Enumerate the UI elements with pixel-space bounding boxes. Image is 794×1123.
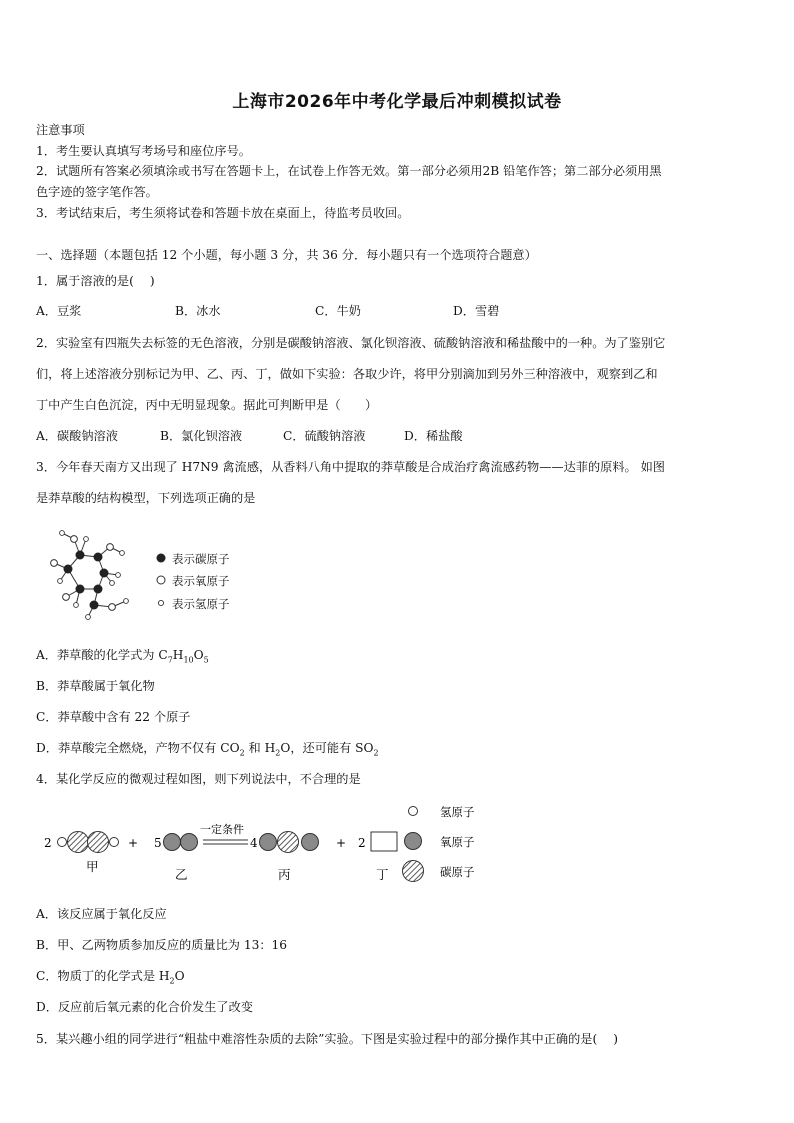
notice-item-1: 1．考生要认真填写考场号和座位序号。 (36, 144, 251, 158)
q2-option-c: C．硫酸钠溶液 (283, 429, 366, 443)
oxygen-atom-legend-icon (154, 573, 168, 587)
q4-option-b: B．甲、乙两物质参加反应的质量比为 13：16 (36, 938, 288, 952)
q4-option-d: D．反应前后氧元素的化合价发生了改变 (36, 1000, 253, 1014)
q2-option-b: B．氯化钡溶液 (160, 429, 243, 443)
hydrogen-atom-legend-icon (154, 596, 168, 610)
notice-item-2: 2．试题所有答案必须填涂或书写在答题卡上，在试卷上作答无效。第一部分必须用2B 铅笔作答；第二部分必须用黑 (36, 164, 662, 178)
label-ding: 丁 (376, 867, 389, 882)
section-heading: 一、选择题（本题包括 12 个小题，每小题 3 分，共 36 分．每小题只有一个选项符合题意） (36, 248, 537, 262)
q4-stem: 4．某化学反应的微观过程如图，则下列说法中，不合理的是 (36, 772, 361, 786)
q1-option-b: B．冰水 (175, 304, 221, 318)
q3-option-a: A．莽草酸的化学式为 $C_7H_{10}O_5$ (36, 648, 209, 665)
q5-stem: 5．某兴趣小组的同学进行“粗盐中难溶性杂质的去除”实验。下图是实验过程中的部分操作其中正确的是( ) (36, 1032, 619, 1046)
plus-1: + (128, 836, 139, 850)
q3-option-d: D．莽草酸完全燃烧，产物不仅有 $CO_2$ 和 $H_2O$，还可能有 $SO_2$ (36, 741, 379, 758)
q3-legend-hydrogen: 表示氢原子 (172, 597, 230, 611)
notice-heading: 注意事项 (36, 123, 85, 137)
coef-ding: 2 (358, 836, 366, 850)
coef-bing: 4 (250, 836, 258, 850)
q1-stem: 1．属于溶液的是( ) (36, 274, 155, 288)
q3-legend-carbon: 表示碳原子 (172, 552, 230, 566)
label-jia: 甲 (86, 859, 99, 874)
q1-option-c: C．牛奶 (315, 304, 361, 318)
q4-reaction-diagram (40, 796, 500, 888)
notice-item-3: 3．考试结束后，考生须将试卷和答题卡放在桌面上，待监考员收回。 (36, 206, 410, 220)
q1-option-d: D．雪碧 (453, 304, 500, 318)
q3-option-b: B．莽草酸属于氧化物 (36, 679, 155, 693)
q3-legend-oxygen: 表示氧原子 (172, 574, 230, 588)
shikimic-acid-model (40, 525, 140, 625)
q2-stem-line1: 2．实验室有四瓶失去标签的无色溶液，分别是碳酸钠溶液、氯化钡溶液、硫酸钠溶液和稀盐酸中的一种。为了鉴别它 (36, 336, 666, 350)
q2-stem-line3: 丁中产生白色沉淀，丙中无明显现象。据此可判断甲是（ ） (36, 398, 378, 412)
carbon-atom-legend-icon (154, 551, 168, 565)
coef-yi: 5 (154, 836, 162, 850)
label-yi: 乙 (175, 867, 188, 882)
q3-stem-line1: 3．今年春天南方又出现了 H7N9 禽流感，从香料八角中提取的莽草酸是合成治疗禽流感药物——达菲的原料。 如图 (36, 460, 665, 474)
label-bing: 丙 (278, 867, 291, 882)
q2-option-d: D．稀盐酸 (404, 429, 463, 443)
notice-item-2-cont: 色字迹的签字笔作答。 (36, 185, 158, 199)
q2-stem-line2: 们，将上述溶液分别标记为甲、乙、丙、丁，做如下实验：各取少许，将甲分别滴加到另外三种溶液中，观察到乙和 (36, 367, 658, 381)
page-title: 上海市2026年中考化学最后冲刺模拟试卷 (232, 92, 562, 112)
q3-option-c: C．莽草酸中含有 22 个原子 (36, 710, 191, 724)
plus-2: + (336, 836, 347, 850)
q4-option-a: A．该反应属于氧化反应 (36, 907, 167, 921)
coef-jia: 2 (44, 836, 52, 850)
reaction-condition: 一定条件 (200, 823, 244, 836)
q4-legend-hydrogen: 氢原子 (440, 805, 475, 819)
q2-option-a: A．碳酸钠溶液 (36, 429, 118, 443)
q4-option-c: C．物质丁的化学式是 $H_2O$ (36, 969, 185, 986)
q1-option-a: A．豆浆 (36, 304, 82, 318)
q4-legend-carbon: 碳原子 (440, 865, 475, 879)
q3-stem-line2: 是莽草酸的结构模型，下列选项正确的是 (36, 491, 256, 505)
q4-legend-oxygen: 氧原子 (440, 835, 475, 849)
